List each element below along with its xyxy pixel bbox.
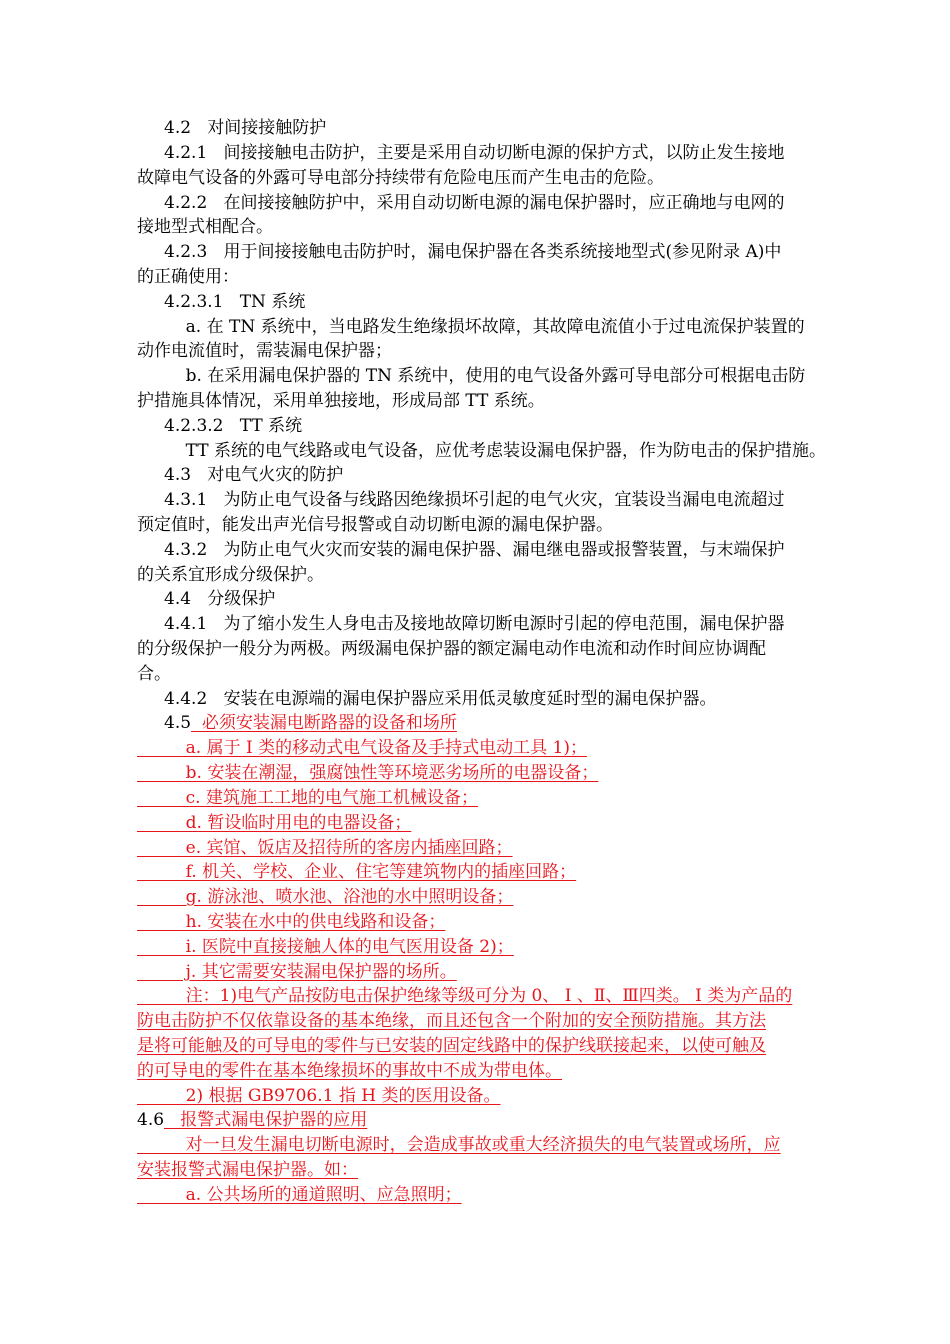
line-4-4-1-cont2: 合。 — [137, 664, 171, 684]
line-4-6-title: 报警式漏电保护器的应用 — [164, 1110, 368, 1130]
red-line-c: c. 建筑施工工地的电气施工机械设备； — [137, 788, 478, 808]
line-tn-a: a. 在 TN 系统中，当电路发生绝缘损坏故障，其故障电流值小于过电流保护装置的 — [137, 317, 805, 337]
red-line-f: f. 机关、学校、企业、住宅等建筑物内的插座回路； — [137, 862, 577, 882]
line-4-3-1: 4.3.1 为防止电气设备与线路因绝缘损坏引起的电气火灾，宜装设当漏电电流超过 — [137, 490, 785, 510]
line-4-4-2: 4.4.2 安装在电源端的漏电保护器应采用低灵敏度延时型的漏电保护器。 — [137, 689, 717, 709]
red-line-note-5: 2) 根据 GB9706.1 指 H 类的医用设备。 — [137, 1086, 501, 1106]
line-4-2-2: 4.2.2 在间接接触防护中，采用自动切断电源的漏电保护器时，应正确地与电网的 — [137, 193, 785, 213]
red-line-note-1: 注：1)电气产品按防电击保护绝缘等级可分为 0、 Ⅰ 、Ⅱ、Ⅲ四类。 Ⅰ 类为产品的 — [137, 986, 793, 1006]
line-4-3-2: 4.3.2 为防止电气火灾而安装的漏电保护器、漏电继电器或报警装置，与末端保护 — [137, 540, 785, 560]
line-4-2-3: 4.2.3 用于间接接触电击防护时，漏电保护器在各类系统接地型式(参见附录 A)中 — [137, 242, 782, 262]
line-4-3: 4.3 对电气火灾的防护 — [137, 465, 344, 485]
red-line-a: a. 属于 I 类的移动式电气设备及手持式电动工具 1)； — [137, 738, 587, 758]
line-4-2: 4.2 对间接接触防护 — [137, 118, 327, 138]
line-tn-b-cont: 护措施具体情况，采用单独接地，形成局部 TT 系统。 — [137, 391, 545, 411]
red-line-4-6-text: 对一旦发生漏电切断电源时，会造成事故或重大经济损失的电气装置或场所，应 — [137, 1135, 781, 1155]
line-4-5-title: 必须安装漏电断路器的设备和场所 — [191, 713, 457, 733]
line-4-2-3-cont: 的正确使用： — [137, 267, 239, 287]
line-4-4: 4.4 分级保护 — [137, 589, 276, 609]
line-4-2-1: 4.2.1 间接接触电击防护，主要是采用自动切断电源的保护方式，以防止发生接地 — [137, 143, 785, 163]
line-4-5 — [137, 711, 457, 735]
red-line-i: i. 医院中直接接触人体的电气医用设备 2)； — [137, 937, 514, 957]
red-line-j: j. 其它需要安装漏电保护器的场所。 — [137, 962, 457, 982]
red-line-note-2: 防电击防护不仅依靠设备的基本绝缘，而且还包含一个附加的安全预防措施。其方法 — [137, 1011, 766, 1031]
red-line-note-4: 的可导电的零件在基本绝缘损坏的事故中不成为带电体。 — [137, 1061, 562, 1081]
line-4-2-2-cont: 接地型式相配合。 — [137, 217, 273, 237]
line-4-6-number: 4.6 — [137, 1110, 165, 1130]
line-4-2-3-1: 4.2.3.1 TN 系统 — [137, 292, 306, 312]
line-4-4-1-cont: 的分级保护一般分为两极。两级漏电保护器的额定漏电动作电流和动作时间应协调配 — [137, 639, 766, 659]
line-4-2-1-cont: 故障电气设备的外露可导电部分持续带有危险电压而产生电击的危险。 — [137, 168, 664, 188]
line-4-5-number: 4.5 — [137, 713, 192, 733]
red-line-4-6-cont: 安装报警式漏电保护器。如： — [137, 1160, 358, 1180]
line-tn-b: b. 在采用漏电保护器的 TN 系统中，使用的电气设备外露可导电部分可根据电击防 — [137, 366, 806, 386]
red-line-d: d. 暂设临时用电的电器设备； — [137, 813, 412, 833]
red-line-e: e. 宾馆、饭店及招待所的客房内插座回路； — [137, 838, 513, 858]
line-4-3-2-cont: 的关系宜形成分级保护。 — [137, 565, 324, 585]
red-line-4-6-a: a. 公共场所的通道照明、应急照明； — [137, 1185, 462, 1205]
line-4-4-1: 4.4.1 为了缩小发生人身电击及接地故障切断电源时引起的停电范围，漏电保护器 — [137, 614, 785, 634]
line-tt-text: TT 系统的电气线路或电气设备，应优考虑装设漏电保护器，作为防电击的保护措施。 — [137, 441, 827, 461]
line-4-6 — [137, 1108, 367, 1132]
red-line-b: b. 安装在潮湿，强腐蚀性等环境恶劣场所的电器设备； — [137, 763, 599, 783]
red-line-g: g. 游泳池、喷水池、浴池的水中照明设备； — [137, 887, 514, 907]
line-tn-a-cont: 动作电流值时，需装漏电保护器； — [137, 341, 392, 361]
red-line-h: h. 安装在水中的供电线路和设备； — [137, 912, 446, 932]
line-4-3-1-cont: 预定值时，能发出声光信号报警或自动切断电源的漏电保护器。 — [137, 515, 613, 535]
line-4-2-3-2: 4.2.3.2 TT 系统 — [137, 416, 303, 436]
red-line-note-3: 是将可能触及的可导电的零件与已安装的固定线路中的保护线联接起来，以使可触及 — [137, 1036, 766, 1056]
